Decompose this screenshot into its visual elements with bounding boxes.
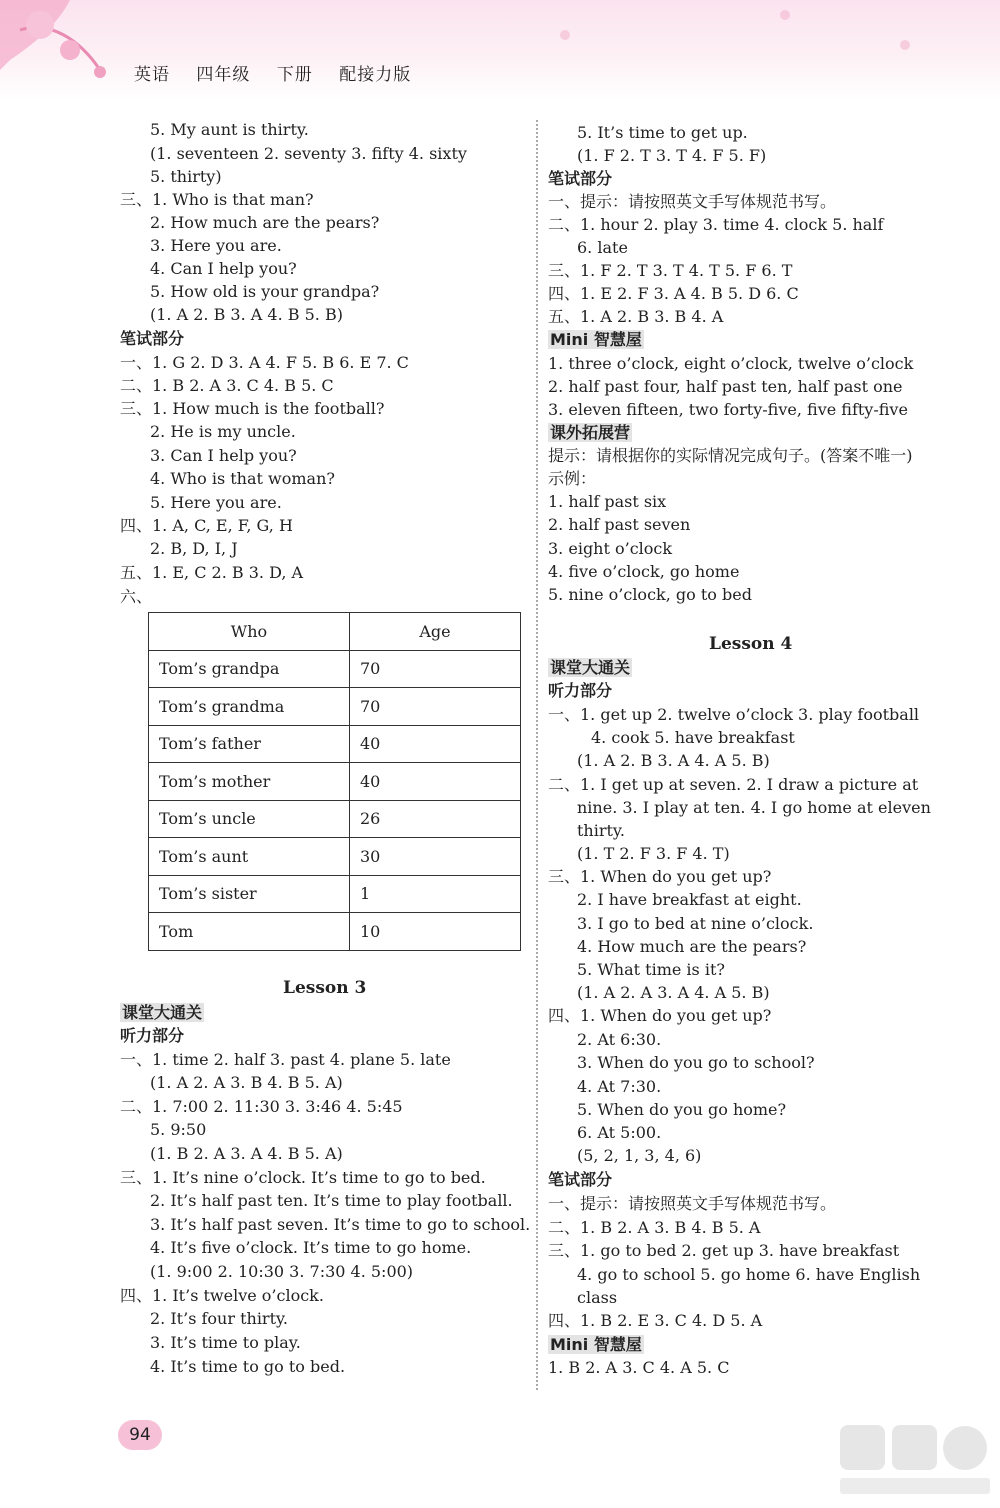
answer-line: 四、1. When do you get up? [548, 1006, 772, 1025]
page-number: 94 [118, 1420, 162, 1450]
answer-line: 四、1. B 2. E 3. C 4. D 5. A [548, 1311, 763, 1330]
answer-line: 5. What time is it? [577, 960, 725, 979]
table-cell: 10 [350, 913, 521, 951]
answer-line: 1. B 2. A 3. C 4. A 5. C [548, 1358, 730, 1377]
table-row [149, 838, 521, 876]
answer-line: 4. At 7:30. [577, 1077, 662, 1096]
table-cell: Tom’s sister [149, 875, 350, 913]
answer-line: 五、1. A 2. B 3. B 4. A [548, 307, 724, 326]
table-row [149, 913, 521, 951]
table-header: Who [149, 613, 350, 651]
answer-line: 提示：请根据你的实际情况完成句子。(答案不唯一) [548, 446, 913, 465]
section-heading [548, 1335, 644, 1355]
answer-line: 3. Can I help you? [150, 446, 297, 465]
answer-line: 6. late [577, 238, 628, 257]
answer-line: nine. 3. I play at ten. 4. I go home at eleven [577, 798, 931, 817]
answer-line: 4. go to school 5. go home 6. have English [577, 1265, 921, 1284]
section-heading [548, 658, 632, 678]
answer-line: 5. 9:50 [150, 1120, 207, 1139]
answer-line: 5. How old is your grandpa? [150, 282, 380, 301]
answer-line: 一、1. G 2. D 3. A 4. F 5. B 6. E 7. C [120, 353, 409, 372]
header-edition: 配接力版 [339, 65, 412, 85]
answer-line: thirty. [577, 821, 625, 840]
answer-line: (1. T 2. F 3. F 4. T) [577, 844, 730, 863]
table-cell: Tom’s uncle [149, 800, 350, 838]
answer-line: 1. three o’clock, eight o’clock, twelve o’clock [548, 354, 914, 373]
answer-line: 4. How much are the pears? [577, 937, 807, 956]
answer-line: 三、1. F 2. T 3. T 4. T 5. F 6. T [548, 261, 793, 280]
section-heading: 听力部分 [548, 681, 613, 700]
answer-line: 3. eleven fifteen, two forty-five, five fifty-five [548, 400, 908, 419]
section-label: Mini 智慧屋 [550, 1335, 642, 1354]
answer-line: 3. eight o’clock [548, 539, 673, 558]
watermark-logo-icon [840, 1420, 990, 1500]
table-cell: Tom [149, 913, 350, 951]
table-cell: 26 [350, 800, 521, 838]
answer-line: (1. F 2. T 3. T 4. F 5. F) [577, 146, 767, 165]
table-cell: 40 [350, 763, 521, 801]
decor-dot [900, 40, 910, 50]
answer-line: 3. It’s time to play. [150, 1333, 301, 1352]
table-cell: Tom’s father [149, 725, 350, 763]
answer-line: 2. At 6:30. [577, 1030, 662, 1049]
page-header [134, 60, 431, 85]
answer-line: 四、1. It’s twelve o’clock. [120, 1286, 324, 1305]
answer-line: 五、1. E, C 2. B 3. D, A [120, 563, 304, 582]
section-heading [548, 423, 632, 443]
answer-line: 6. At 5:00. [577, 1123, 662, 1142]
answer-line: 四、1. A, C, E, F, G, H [120, 516, 293, 535]
answer-line: 2. How much are the pears? [150, 213, 380, 232]
table-row [149, 688, 521, 726]
answer-line: 二、1. 7:00 2. 11:30 3. 3:46 4. 5:45 [120, 1097, 403, 1116]
answer-line: (1. B 2. A 3. A 4. B 5. A) [150, 1144, 343, 1163]
answer-line: 1. half past six [548, 492, 667, 511]
table-cell: 70 [350, 688, 521, 726]
answer-line: 二、1. B 2. A 3. B 4. B 5. A [548, 1218, 761, 1237]
answer-line: (1. seventeen 2. seventy 3. fifty 4. sixty [150, 144, 467, 163]
answer-line: class [577, 1288, 618, 1307]
table-row [149, 763, 521, 801]
answer-line: 5. thirty) [150, 167, 222, 186]
answer-line: 一、1. time 2. half 3. past 4. plane 5. late [120, 1050, 451, 1069]
answer-line: 2. I have breakfast at eight. [577, 890, 802, 909]
table-cell: Tom’s aunt [149, 838, 350, 876]
table-cell: 40 [350, 725, 521, 763]
answer-line: 三、1. Who is that man? [120, 190, 314, 209]
answer-line: (1. A 2. B 3. A 4. B 5. B) [150, 305, 343, 324]
table-cell: 30 [350, 838, 521, 876]
answer-line: 示例： [548, 469, 597, 488]
answer-line: (1. A 2. A 3. A 4. A 5. B) [577, 983, 770, 1002]
flower-decoration-icon [0, 0, 150, 110]
answer-line: 4. cook 5. have breakfast [591, 728, 795, 747]
section-heading: 听力部分 [120, 1026, 185, 1045]
table-row [149, 650, 521, 688]
decor-dot [780, 10, 790, 20]
table-cell: Tom’s grandpa [149, 650, 350, 688]
answer-line: 三、1. When do you get up? [548, 867, 772, 886]
answer-line: 二、1. I get up at seven. 2. I draw a picture at [548, 775, 919, 794]
answer-line: 一、提示：请按照英文手写体规范书写。 [548, 192, 837, 211]
header-volume: 下册 [276, 65, 313, 85]
answer-line: (1. 9:00 2. 10:30 3. 7:30 4. 5:00) [150, 1262, 414, 1281]
section-label: 课堂大通关 [122, 1003, 203, 1022]
answer-line: 2. B, D, I, J [150, 539, 238, 558]
answer-line: 2. It’s half past ten. It’s time to play football. [150, 1191, 513, 1210]
table-cell: 1 [350, 875, 521, 913]
header-subject: 英语 [134, 65, 170, 85]
answer-line: 三、1. go to bed 2. get up 3. have breakfast [548, 1241, 900, 1260]
table-cell: Tom’s grandma [149, 688, 350, 726]
answer-line: 二、1. hour 2. play 3. time 4. clock 5. half [548, 215, 884, 234]
section-heading: 笔试部分 [548, 169, 613, 188]
answer-line: 三、1. How much is the football? [120, 399, 385, 418]
answer-line: 六、 [120, 587, 153, 606]
section-heading: 笔试部分 [548, 1170, 613, 1189]
answer-line: 5. My aunt is thirty. [150, 120, 309, 139]
lesson-3-title: Lesson 3 [283, 978, 367, 998]
answer-line: 一、提示：请按照英文手写体规范书写。 [548, 1194, 837, 1213]
section-label: 课外拓展营 [550, 423, 631, 442]
decor-dot [560, 30, 570, 40]
table-header: Age [350, 613, 521, 651]
answer-line: 4. It’s five o’clock. It’s time to go home. [150, 1238, 472, 1257]
section-heading: 笔试部分 [120, 329, 185, 348]
answer-line: (1. A 2. A 3. B 4. B 5. A) [150, 1073, 343, 1092]
age-table [148, 612, 521, 951]
answer-line: 5. When do you go home? [577, 1100, 787, 1119]
header-grade: 四年级 [196, 65, 251, 85]
answer-line: 5. Here you are. [150, 493, 282, 512]
table-row [149, 725, 521, 763]
answer-line: (1. A 2. B 3. A 4. A 5. B) [577, 751, 770, 770]
answer-line: 3. It’s half past seven. It’s time to go to school. [150, 1215, 531, 1234]
section-heading [548, 330, 644, 350]
answer-line: 四、1. E 2. F 3. A 4. B 5. D 6. C [548, 284, 799, 303]
table-cell: 70 [350, 650, 521, 688]
answer-line: 4. Can I help you? [150, 259, 297, 278]
answer-line: 4. It’s time to go to bed. [150, 1357, 346, 1376]
column-divider [536, 120, 538, 1390]
answer-line: 二、1. B 2. A 3. C 4. B 5. C [120, 376, 334, 395]
answer-line: 2. He is my uncle. [150, 422, 296, 441]
answer-line: 4. five o’clock, go home [548, 562, 740, 581]
answer-line: 5. It’s time to get up. [577, 123, 748, 142]
answer-line: 5. nine o’clock, go to bed [548, 585, 752, 604]
answer-line: 三、1. It’s nine o’clock. It’s time to go to bed. [120, 1168, 486, 1187]
answer-line: 一、1. get up 2. twelve o’clock 3. play football [548, 705, 920, 724]
answer-line: 2. half past seven [548, 515, 691, 534]
table-cell: Tom’s mother [149, 763, 350, 801]
section-label: 课堂大通关 [550, 658, 631, 677]
section-label: Mini 智慧屋 [550, 330, 642, 349]
answer-line: 2. half past four, half past ten, half past one [548, 377, 903, 396]
answer-line: 3. I go to bed at nine o’clock. [577, 914, 814, 933]
answer-line: 4. Who is that woman? [150, 469, 335, 488]
answer-line: 2. It’s four thirty. [150, 1309, 289, 1328]
answer-line: 3. When do you go to school? [577, 1053, 815, 1072]
table-row [149, 800, 521, 838]
answer-line: (5, 2, 1, 3, 4, 6) [577, 1146, 702, 1165]
answer-line: 3. Here you are. [150, 236, 282, 255]
table-row [149, 875, 521, 913]
table-header-row [149, 613, 521, 651]
header-background [0, 0, 1000, 100]
section-heading [120, 1003, 204, 1023]
lesson-4-title: Lesson 4 [709, 634, 793, 654]
